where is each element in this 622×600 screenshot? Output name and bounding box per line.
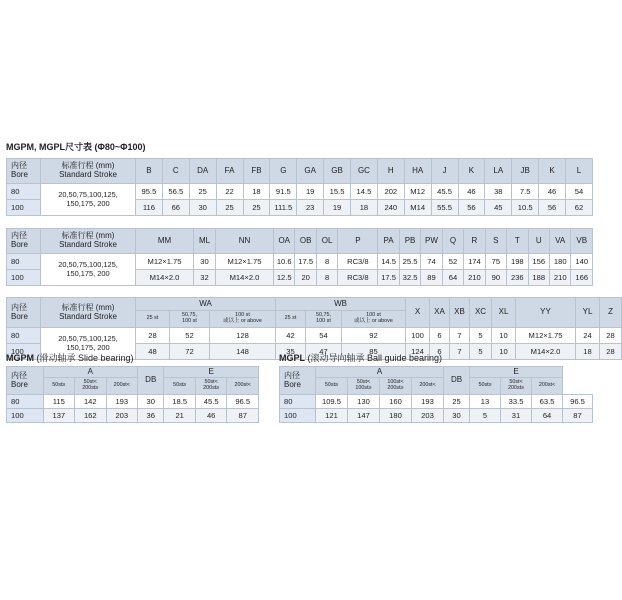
value-cell: M14×2.0 (136, 270, 194, 286)
value-cell: 47 (306, 344, 342, 360)
col-header: XL (492, 298, 516, 328)
bore-cell: 100 (280, 409, 316, 423)
value-cell: 30 (194, 254, 216, 270)
value-cell: 17.5 (378, 270, 399, 286)
table-row (7, 395, 259, 409)
col-header: H (377, 159, 404, 184)
bore-cell: 80 (7, 184, 41, 200)
value-cell: 148 (210, 344, 276, 360)
value-cell: 193 (412, 395, 444, 409)
col-header: K (539, 159, 566, 184)
col-header: YL (576, 298, 600, 328)
dimension-table-2 (6, 228, 593, 286)
value-cell: 5 (470, 344, 492, 360)
sub-header: 25 st (276, 311, 306, 328)
ball-guide-bearing-title: MGPL (滚动导向轴承 Ball guide bearing) (279, 353, 443, 363)
table-row (7, 409, 259, 423)
value-cell: 111.5 (270, 200, 297, 216)
col-header: OA (274, 229, 295, 254)
value-cell: 160 (380, 395, 412, 409)
col-header: MM (136, 229, 194, 254)
value-cell: 87 (227, 409, 259, 423)
value-cell: 31 (501, 409, 532, 423)
value-cell: 92 (342, 328, 406, 344)
col-header: OL (316, 229, 337, 254)
sub-header: 50st≥ (164, 378, 195, 395)
value-cell: 203 (106, 409, 138, 423)
col-header: XC (470, 298, 492, 328)
col-header: K (458, 159, 485, 184)
value-cell: 156 (528, 254, 549, 270)
value-cell: M12×1.75 (136, 254, 194, 270)
col-header: OB (295, 229, 316, 254)
value-cell: 64 (442, 270, 463, 286)
value-cell: 7 (450, 344, 470, 360)
sub-header: 50st≥ (316, 378, 348, 395)
value-cell: 25 (216, 200, 243, 216)
value-cell: 142 (75, 395, 106, 409)
value-cell: M14×2.0 (516, 344, 576, 360)
value-cell: 30 (444, 409, 470, 423)
bore-cell: 100 (7, 409, 44, 423)
value-cell: 66 (162, 200, 189, 216)
stroke-header: 标准行程 (mm) Standard Stroke (41, 159, 136, 184)
value-cell: 20 (295, 270, 316, 286)
value-cell: 46 (458, 184, 485, 200)
value-cell: 210 (464, 270, 485, 286)
col-header: P (338, 229, 378, 254)
value-cell: 15.5 (324, 184, 351, 200)
value-cell: M12 (404, 184, 431, 200)
value-cell: 46 (195, 409, 226, 423)
col-header: ML (194, 229, 216, 254)
stroke-cell: 20,50,75,100,125, 150,175, 200 (41, 254, 136, 286)
group-header-e: E (164, 367, 259, 378)
value-cell: 18 (351, 200, 378, 216)
value-cell: 8 (316, 270, 337, 286)
value-cell: 25 (189, 184, 216, 200)
col-header: XB (450, 298, 470, 328)
value-cell: M12×1.75 (516, 328, 576, 344)
value-cell: 22 (216, 184, 243, 200)
bore-header: 内径 Bore (280, 367, 316, 395)
value-cell: 32 (194, 270, 216, 286)
group-header-a: A (43, 367, 137, 378)
value-cell: 203 (412, 409, 444, 423)
sub-header: 50st< 100st≥ (348, 378, 380, 395)
bore-cell: 80 (7, 395, 44, 409)
value-cell: 202 (377, 184, 404, 200)
slide-bearing-table (6, 366, 259, 423)
value-cell: 89 (421, 270, 442, 286)
value-cell: 7 (450, 328, 470, 344)
table-row (280, 409, 593, 423)
value-cell: 64 (532, 409, 563, 423)
col-header: T (507, 229, 528, 254)
col-header: GB (324, 159, 351, 184)
col-header: Z (600, 298, 622, 328)
value-cell: 193 (106, 395, 138, 409)
col-header: PA (378, 229, 399, 254)
value-cell: 85 (342, 344, 406, 360)
col-header: JB (512, 159, 539, 184)
table-row (280, 395, 593, 409)
value-cell: 18 (576, 344, 600, 360)
col-header: GA (297, 159, 324, 184)
value-cell: 10 (492, 344, 516, 360)
sub-header: 50st< 200st≥ (75, 378, 106, 395)
value-cell: 21 (164, 409, 195, 423)
value-cell: 32.5 (399, 270, 420, 286)
value-cell: 36 (138, 409, 164, 423)
value-cell: 56 (539, 200, 566, 216)
value-cell: 8 (316, 254, 337, 270)
col-header: VB (571, 229, 593, 254)
group-header-e: E (470, 367, 563, 378)
value-cell: 100 (406, 328, 430, 344)
value-cell: RC3/8 (338, 254, 378, 270)
table-row (7, 254, 593, 270)
sub-header: 100 st 或以上 or above (342, 311, 406, 328)
col-header: HA (404, 159, 431, 184)
bore-header: 内径 Bore (7, 367, 44, 395)
value-cell: 14.5 (378, 254, 399, 270)
value-cell: 52 (442, 254, 463, 270)
value-cell: 19 (324, 200, 351, 216)
value-cell: 198 (507, 254, 528, 270)
group-header-wb: WB (276, 298, 406, 311)
value-cell: RC3/8 (338, 270, 378, 286)
bore-header: 内径 Bore (7, 298, 41, 328)
bore-cell: 100 (7, 270, 41, 286)
bore-cell: 100 (7, 344, 41, 360)
value-cell: 96.5 (563, 395, 593, 409)
value-cell: 140 (571, 254, 593, 270)
value-cell: M14 (404, 200, 431, 216)
group-header-a: A (316, 367, 444, 378)
value-cell: 166 (571, 270, 593, 286)
sub-header: 50st< 200st≥ (501, 378, 532, 395)
value-cell: 13 (470, 395, 501, 409)
value-cell: 87 (563, 409, 593, 423)
value-cell: 180 (380, 409, 412, 423)
value-cell: 28 (600, 328, 622, 344)
table-row (7, 184, 593, 200)
value-cell: 121 (316, 409, 348, 423)
dimension-table-1 (6, 158, 593, 216)
col-header: U (528, 229, 549, 254)
sub-header: 100st< 200st≥ (380, 378, 412, 395)
col-header: VA (549, 229, 570, 254)
value-cell: 17.5 (295, 254, 316, 270)
value-cell: 24 (576, 328, 600, 344)
col-header: R (464, 229, 485, 254)
value-cell: 115 (43, 395, 74, 409)
col-header: X (406, 298, 430, 328)
value-cell: 14.5 (351, 184, 378, 200)
value-cell: 6 (430, 344, 450, 360)
value-cell: 28 (600, 344, 622, 360)
col-header: FA (216, 159, 243, 184)
col-header: J (431, 159, 458, 184)
value-cell: 48 (136, 344, 170, 360)
col-header: LA (485, 159, 512, 184)
sub-header: 200st< (106, 378, 138, 395)
value-cell: 63.5 (532, 395, 563, 409)
value-cell: 25 (243, 200, 270, 216)
value-cell: 116 (136, 200, 163, 216)
col-header: XA (430, 298, 450, 328)
value-cell: 90 (485, 270, 506, 286)
value-cell: 56 (458, 200, 485, 216)
value-cell: 124 (406, 344, 430, 360)
stroke-header: 标准行程 (mm) Standard Stroke (41, 229, 136, 254)
value-cell: 56.5 (162, 184, 189, 200)
value-cell: 109.5 (316, 395, 348, 409)
slide-bearing-title: MGPM (滑动轴承 Slide bearing) (6, 353, 134, 363)
col-header: Q (442, 229, 463, 254)
value-cell: 23 (297, 200, 324, 216)
value-cell: 72 (170, 344, 210, 360)
stroke-cell: 20,50,75,100,125, 150,175, 200 (41, 328, 136, 360)
value-cell: 46 (539, 184, 566, 200)
value-cell: 33.5 (501, 395, 532, 409)
col-header-db: DB (444, 367, 470, 395)
value-cell: 42 (276, 328, 306, 344)
col-header-db: DB (138, 367, 164, 395)
value-cell: 74 (421, 254, 442, 270)
value-cell: 7.5 (512, 184, 539, 200)
sub-header: 25 st (136, 311, 170, 328)
col-header: NN (216, 229, 274, 254)
value-cell: 6 (430, 328, 450, 344)
value-cell: 10 (492, 328, 516, 344)
sub-header: 50,75, 100 st (306, 311, 342, 328)
value-cell: 147 (348, 409, 380, 423)
value-cell: 10.5 (512, 200, 539, 216)
bore-cell: 80 (280, 395, 316, 409)
value-cell: 25 (444, 395, 470, 409)
value-cell: 137 (43, 409, 74, 423)
value-cell: 162 (75, 409, 106, 423)
col-header: PW (421, 229, 442, 254)
value-cell: 180 (549, 254, 570, 270)
value-cell: 236 (507, 270, 528, 286)
bore-cell: 100 (7, 200, 41, 216)
value-cell: 38 (485, 184, 512, 200)
col-header: PB (399, 229, 420, 254)
value-cell: 10.6 (274, 254, 295, 270)
col-header: G (270, 159, 297, 184)
sub-header: 100 st 或以上 or above (210, 311, 276, 328)
sub-header: 50st≥ (470, 378, 501, 395)
col-header: C (162, 159, 189, 184)
value-cell: 174 (464, 254, 485, 270)
sub-header: 50st≥ (43, 378, 74, 395)
col-header: B (136, 159, 163, 184)
bore-header: 内径 Bore (7, 159, 41, 184)
value-cell: 45 (485, 200, 512, 216)
sub-header: 200st< (412, 378, 444, 395)
value-cell: M12×1.75 (216, 254, 274, 270)
bore-header: 内径 Bore (7, 229, 41, 254)
value-cell: 25.5 (399, 254, 420, 270)
ball-guide-bearing-table (279, 366, 593, 423)
value-cell: 35 (276, 344, 306, 360)
stroke-cell: 20,50,75,100,125, 150,175, 200 (41, 184, 136, 216)
value-cell: 95.5 (136, 184, 163, 200)
sub-header: 50st< 200st≥ (195, 378, 226, 395)
value-cell: 30 (189, 200, 216, 216)
value-cell: 28 (136, 328, 170, 344)
col-header: FB (243, 159, 270, 184)
col-header: GC (351, 159, 378, 184)
value-cell: 188 (528, 270, 549, 286)
value-cell: 52 (170, 328, 210, 344)
value-cell: 96.5 (227, 395, 259, 409)
value-cell: 55.5 (431, 200, 458, 216)
value-cell: 210 (549, 270, 570, 286)
value-cell: 54 (566, 184, 593, 200)
bore-cell: 80 (7, 254, 41, 270)
col-header: YY (516, 298, 576, 328)
value-cell: 18.5 (164, 395, 195, 409)
value-cell: 91.5 (270, 184, 297, 200)
value-cell: 30 (138, 395, 164, 409)
value-cell: 12.5 (274, 270, 295, 286)
col-header: S (485, 229, 506, 254)
value-cell: 45.5 (431, 184, 458, 200)
value-cell: 130 (348, 395, 380, 409)
group-header-wa: WA (136, 298, 276, 311)
value-cell: 5 (470, 328, 492, 344)
stroke-header: 标准行程 (mm) Standard Stroke (41, 298, 136, 328)
value-cell: 45.5 (195, 395, 226, 409)
sub-header: 50,75, 100 st (170, 311, 210, 328)
value-cell: 18 (243, 184, 270, 200)
table-row (7, 328, 622, 344)
value-cell: 19 (297, 184, 324, 200)
sub-header: 200st< (227, 378, 259, 395)
value-cell: 240 (377, 200, 404, 216)
value-cell: 5 (470, 409, 501, 423)
value-cell: M14×2.0 (216, 270, 274, 286)
main-title: MGPM, MGPL尺寸表 (Φ80~Φ100) (6, 142, 146, 152)
sub-header: 200st< (532, 378, 563, 395)
bore-cell: 80 (7, 328, 41, 344)
col-header: DA (189, 159, 216, 184)
value-cell: 128 (210, 328, 276, 344)
col-header: L (566, 159, 593, 184)
value-cell: 54 (306, 328, 342, 344)
value-cell: 62 (566, 200, 593, 216)
value-cell: 75 (485, 254, 506, 270)
